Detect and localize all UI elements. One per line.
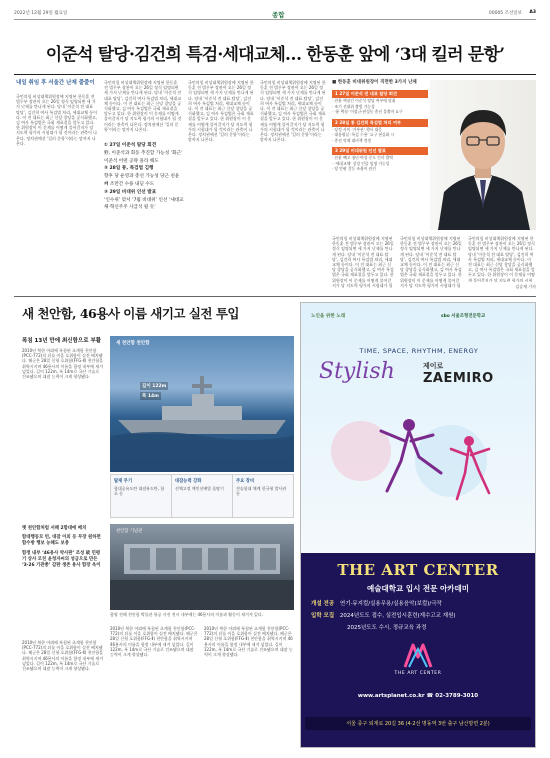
graphic-item-1-bullet-2: · 조기 선대위 출범 가능성 bbox=[332, 103, 375, 109]
ad-info-row-1-label: 개설 전공 bbox=[311, 601, 335, 607]
ad-url[interactable]: www.artsplanet.co.kr ☎ 02-3789-3010 bbox=[357, 693, 479, 699]
spec-weapons-text: 함대공유도탄 대잠유도탄, 함포 등 bbox=[114, 486, 165, 497]
lead-headline: 이준석 탈당·김건희 특검·세대교체… 한동훈 앞에 ‘3대 킬러 문항’ bbox=[45, 45, 505, 65]
header-date: 2022년 12월 29일 월요일 bbox=[14, 11, 68, 16]
lead-body-col1: 국민의힘 비상대책위원장에 지명된 한동훈 전 법무부 장관이 오는 26일 정식 임명되면 세 가지 난제를 만나게 된다. 당내 ‘이준석 전 대표 탈당’, 김건희 여사 특검법 처리, 세대교체 등이다. 이 전 대표는 최근 신당 창당을 공식화했고, 김 여사 특검법은 국회 재표결을 앞두고 있다. 한 위원장이 이 문제를 어떻게 풀어갈지가 당 지도력 평가의 시험대가 될 것이라는 관측이 나온다. 정치권에선 ‘킬러 문항’이라는 말까지 나온다. bbox=[16, 94, 98, 146]
ad-top-panel bbox=[301, 303, 535, 553]
feature-kicker: 폭침 13년 만에 최신함으로 부활 bbox=[22, 338, 102, 344]
feature-side-head-1: 옛 천안함처럼 서해 2함대에 배치 bbox=[22, 526, 87, 531]
politician-photo bbox=[430, 80, 536, 230]
ship-photo bbox=[110, 336, 294, 472]
ad-bottom-panel bbox=[301, 553, 535, 747]
feature-side-head-2: 함대행동모 빈, 대잠 이외 등 무장 원하면 함수방 행보 농해도 보충 bbox=[22, 535, 101, 547]
ship-length: 길이 122m bbox=[142, 384, 167, 389]
problems-graphic bbox=[332, 80, 428, 230]
feature-body-col2: 2010년 북한 어뢰에 폭침된 초계함 천안함(PCC-772)의 뒤를 이을 호위함이 실전 배치됐다. 해군은 28일 신형 호위함(FFG-Ⅱ) 천안함을 취역시키며 46용사의 이름을 함정 내부에 새겨 넣었다. 길이 122m, 폭 14m로 국산 기술로 건조됐으며 대잠 능력이 크게 향상됐다. bbox=[110, 626, 198, 658]
graphic-item-3-bullet-3: · 당 안팎 갈등 조율이 관건 bbox=[332, 166, 376, 171]
feature-body-col1: 2010년 북한 어뢰에 폭침된 초계함 천안함(PCC-772)의 뒤를 이을 호위함이 실전 배치됐다. 해군은 28일 신형 호위함(FFG-Ⅱ) 천안함을 취역시키며 46용사의 이름을 함정 내부에 새겨 넣었다. 길이 122m, 폭 14m로 국산 기술로 건조됐으며 대잠 능력이 크게 향상됐다. bbox=[22, 348, 104, 380]
ad-address: 서울 종구 퇴계로 20길 36 (4·2선 명동역 3번 출구 남산방면 2분) bbox=[305, 717, 531, 730]
memorial-photo-label: 천안함 기념관 bbox=[116, 529, 143, 534]
graphic-item-3-bullet-1: · 친윤 빼고 청년·여성·중도 인사 발탁 bbox=[332, 155, 394, 160]
ad-tagline: TIME, SPACE, RHYTHM, ENERGY bbox=[359, 347, 479, 355]
lead-subhead-top: 내일 취임 후 서울간 난제 줄줄이 bbox=[16, 80, 95, 86]
section-name: 종합 bbox=[272, 11, 285, 19]
lead-subhead-3-body: ‘인수위’ 맞서 ‘7월 비대위’ 인선 ‘새대교체·혁신주주 사급석 될 듯’ bbox=[104, 197, 184, 211]
ship-width: 폭 14m bbox=[142, 394, 159, 399]
ad-logo-caption: THE ART CENTER bbox=[394, 671, 442, 676]
lead-body-col7: 국민의힘 비상대책위원장에 지명된 한동훈 전 법무부 장관이 오는 26일 정식 임명되면 세 가지 난제를 만나게 된다. 당내 ‘이준석 전 대표 탈당’, 김건희 여사 특검법 처리, 세대교체 등이다. 이 전 대표는 최근 신당 창당을 공식화했고, 김 여사 특검법은 국회 재표결을 앞두고 있다. 한 위원장이 이 문제를 어떻게 풀어갈지가 당 지도력 평가의 시험 bbox=[468, 236, 535, 282]
ad-info-row-1-text: 연기·뮤지컬/실용무용/실용음악(보컬)/극작 bbox=[339, 601, 442, 607]
paper-name: 00005 조선일보 bbox=[488, 11, 522, 16]
divider bbox=[14, 296, 536, 297]
lead-subhead-1-body: 野, 이준석과 회동 추진할 가능성 ‘화근’ 이준석 어떤 공략 올라 해도 bbox=[104, 150, 183, 164]
ad-info-row-3-text: 2025년도도 수시, 정규교육 과정 bbox=[347, 625, 427, 631]
lead-subhead-1: ① 27일 이준석 탈당 회견 bbox=[104, 143, 157, 148]
spec-weapons bbox=[111, 475, 172, 517]
graphic-item-3-bullet-2: · ‘세대교체’ 상징 인물 임명 가능성 bbox=[332, 160, 390, 166]
page-number: A3 bbox=[529, 10, 536, 15]
feature-headline: 새 천안함, 46용사 이름 새기고 실전 투입 bbox=[22, 306, 239, 321]
feature-side-head-3: 함정 내부 ‘46용사 약사판’ 조성 故 민평기 상사 모친 윤청자씨의 성금으로 만든 ‘3·26 기관총’ 갑판 생존 용사 함장 옥이 bbox=[22, 550, 101, 569]
memorial-caption: 함영 전해 천안함 박물관 항공 사진 전시 내부에는 46용사의 이름과 활동이 새겨져 있다. bbox=[110, 612, 263, 617]
graphic-title: ■ 한동훈 비대위원장이 직면한 3가지 난제 bbox=[332, 80, 417, 85]
lead-subhead-2-body: 향후 당 운영과 총선 가능성 당근 친윤 빼 조만간 수용 내딛 수도 bbox=[104, 174, 180, 187]
spec-equipment-text: 전술함대 체계 한국형 발사관 등 bbox=[236, 486, 287, 497]
dancers-illustration-icon bbox=[301, 401, 535, 551]
ad-sbo: sbo 서울조형전문학교 bbox=[441, 314, 486, 319]
ad-brand-kr: 제이로 bbox=[423, 362, 444, 370]
graphic-item-3-label: 3 29일 비대위원 인선 발표 bbox=[332, 147, 428, 155]
divider bbox=[14, 74, 536, 75]
graphic-item-2-bullet-1: · 당정 사이 ‘거부권’ 행사 대응 bbox=[332, 126, 383, 132]
ad-info-row-2-label: 입학 모집 bbox=[311, 613, 335, 619]
spec-weapons-title: 탑재 무기 bbox=[114, 479, 133, 484]
page-header bbox=[14, 8, 536, 20]
art-center-logo-icon bbox=[403, 641, 433, 669]
feature-body-col3: 2010년 북한 어뢰에 폭침된 초계함 천안함(PCC-772)의 뒤를 이을 호위함이 실전 배치됐다. 해군은 28일 신형 호위함(FFG-Ⅱ) 천안함을 취역시키며 46용사의 이름을 함정 내부에 새겨 넣었다. 길이 122m, 폭 14m로 국산 기술로 건조됐으며 대잠 능력이 크게 향상됐다. bbox=[204, 626, 293, 658]
spec-antisub-text: 선체고정 예인선배열 음탐기 bbox=[175, 486, 224, 491]
graphic-item-1-bullet-3: · ‘윤 핵심’ 이철규·권성동 총선 불출마 요구 bbox=[332, 109, 403, 114]
ad-info-row-3 bbox=[347, 623, 531, 631]
graphic-item-2-bullet-2: · 대통령실 ‘특검 수용’ 요구 현실화 시 bbox=[332, 132, 395, 137]
spec-antisub-title: 대잠능력 강화 bbox=[175, 479, 202, 484]
graphic-item-1-label: 1 27일 이준석 전 대표 탈당 회견 bbox=[332, 90, 428, 98]
memorial-hall-icon bbox=[110, 524, 294, 610]
lead-body-col6: 국민의힘 비상대책위원장에 지명된 한동훈 전 법무부 장관이 오는 26일 정식 임명되면 세 가지 난제를 만나게 된다. 당내 ‘이준석 전 대표 탈당’, 김건희 여사 특검법 처리, 세대교체 등이다. 이 전 대표는 최근 신당 창당을 공식화했고, 김 여사 특검법은 국회 재표결을 앞두고 있다. 한 위원장이 이 문제를 어떻게 풀어갈지가 당 지도력 평가의 시험대가 될 bbox=[400, 236, 462, 288]
ad-art-center: THE ART CENTER bbox=[337, 561, 499, 579]
lead-subhead-3: ③ 29일 비대위 인선 발표 bbox=[104, 189, 157, 195]
graphic-item-2-label: 2 28일 통 김건희 특검법 처리 여부 bbox=[332, 119, 428, 127]
ad-logo-text: 노인을 위한 노래 bbox=[311, 314, 346, 319]
advertisement[interactable] bbox=[300, 302, 536, 748]
lead-body-col3: 국민의힘 비상대책위원장에 지명된 한동훈 전 법무부 장관이 오는 26일 정식 임명되면 세 가지 난제를 만나게 된다. 당내 ‘이준석 전 대표 탈당’, 김건희 여사 특검법 처리, 세대교체 등이다. 이 전 대표는 최근 신당 창당을 공식화했고, 김 여사 특검법은 국회 재표결을 앞두고 있다. 한 위원장이 이 문제를 어떻게 풀어갈지가 당 지도력 평가의 시험대가 될 것이라는 관측이 나온다. 정치권에선 ‘킬러 문항’이라는 말까지 나온다. bbox=[188, 80, 254, 143]
portrait-icon bbox=[430, 80, 536, 230]
graphic-item-2-bullet-3: · 총선 악재 대비책 정정 bbox=[332, 137, 372, 143]
ad-info-row-2 bbox=[311, 611, 531, 619]
ship-photo-label: 새 천안함 천안함 bbox=[116, 341, 150, 346]
ad-art-center-sub: 예술대학교 입시 전문 아카데미 bbox=[366, 584, 470, 593]
lead-subheads bbox=[104, 142, 184, 212]
warship-icon bbox=[110, 336, 294, 472]
ad-brand: ZAEMIRO bbox=[423, 371, 494, 386]
spec-equipment-title: 주요 장비 bbox=[236, 479, 255, 484]
memorial-photo bbox=[110, 524, 294, 610]
spec-antisub bbox=[172, 475, 233, 517]
ad-info-row-1 bbox=[311, 599, 531, 607]
lead-byline: 김승재 기자 bbox=[515, 284, 536, 289]
ad-info-row-2-text: 2024년도도 접수, 실전입시훈련(재수고교 재원) bbox=[339, 613, 456, 619]
graphic-item-1-bullet-1: · 친윤 핵심인 이준석 탈당 여부에 맞춰 bbox=[332, 98, 396, 103]
feature-side-heads bbox=[22, 526, 104, 569]
lead-body-col5: 국민의힘 비상대책위원장에 지명된 한동훈 전 법무부 장관이 오는 26일 정식 임명되면 세 가지 난제를 만나게 된다. 당내 ‘이준석 전 대표 탈당’, 김건희 여사 특검법 처리, 세대교체 등이다. 이 전 대표는 최근 신당 창당을 공식화했고, 김 여사 특검법은 국회 재표결을 앞두고 있다. 한 위원장이 이 문제를 어떻게 풀어갈지가 당 지도력 평가의 시험대가 될 bbox=[332, 236, 394, 288]
lead-body-col2: 국민의힘 비상대책위원장에 지명된 한동훈 전 법무부 장관이 오는 26일 정식 임명되면 세 가지 난제를 만나게 된다. 당내 ‘이준석 전 대표 탈당’, 김건희 여사 특검법 처리, 세대교체 등이다. 이 전 대표는 최근 신당 창당을 공식화했고, 김 여사 특검법은 국회 재표결을 앞두고 있다. 한 위원장이 이 문제를 어떻게 풀어갈지가 당 지도력 평가의 시험대가 될 것이라는 관측이 나온다. 정치권에선 ‘킬러 문항’이라는 말까지 나온다. bbox=[104, 80, 182, 132]
spec-equipment bbox=[233, 475, 293, 517]
ad-stylish: Stylish bbox=[319, 359, 395, 384]
lead-body-col4: 국민의힘 비상대책위원장에 지명된 한동훈 전 법무부 장관이 오는 26일 정식 임명되면 세 가지 난제를 만나게 된다. 당내 ‘이준석 전 대표 탈당’, 김건희 여사 특검법 처리, 세대교체 등이다. 이 전 대표는 최근 신당 창당을 공식화했고, 김 여사 특검법은 국회 재표결을 앞두고 있다. 한 위원장이 이 문제를 어떻게 풀어갈지가 당 지도력 평가의 시험대가 될 것이라는 관측이 나온다. 정치권에선 ‘킬러 문항’이라는 말까지 나온다. bbox=[260, 80, 326, 143]
lead-subhead-2: ② 28일 통, 특검법 김행 bbox=[104, 166, 154, 172]
feature-body-col1b: 2010년 북한 어뢰에 폭침된 초계함 천안함(PCC-772)의 뒤를 이을 호위함이 실전 배치됐다. 해군은 28일 신형 호위함(FFG-Ⅱ) 천안함을 취역시키며 46용사의 이름을 함정 내부에 새겨 넣었다. 길이 122m, 폭 14m로 국산 기술로 건조됐으며 대잠 능력이 크게 향상됐다. bbox=[22, 640, 104, 672]
ship-specs bbox=[110, 474, 294, 518]
